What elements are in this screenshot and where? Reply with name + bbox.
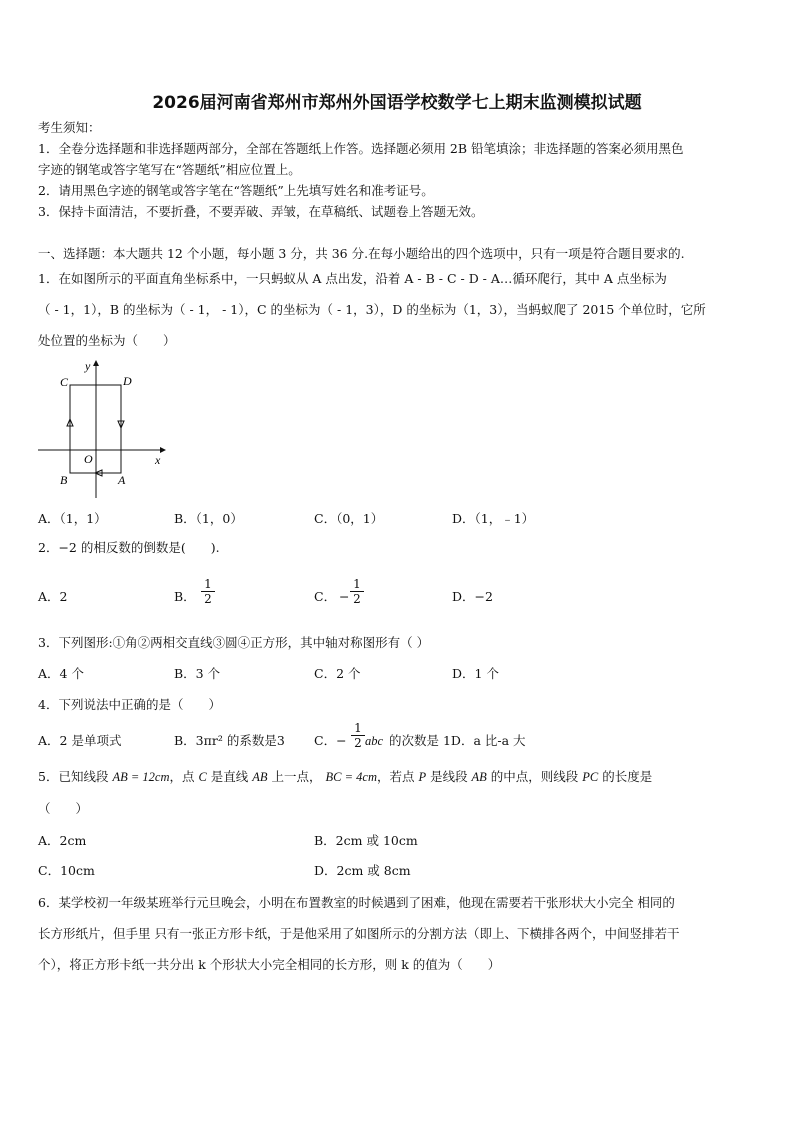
- notice-item-2: 2．请用黑色字迹的钢笔或答字笔在“答题纸”上先填写姓名和准考证号。: [38, 183, 434, 198]
- q5-text: 的长度是: [598, 769, 653, 784]
- fraction-denominator: 2: [353, 592, 361, 606]
- q2-option-d[interactable]: D．−2: [452, 589, 493, 604]
- q5-math: AB = 12cm: [112, 770, 170, 784]
- q2-option-a[interactable]: A．2: [38, 589, 68, 604]
- label-x: x: [155, 453, 161, 467]
- q2-option-b-fraction: [201, 577, 215, 606]
- q5-text: ，若点: [376, 769, 419, 784]
- fraction-numerator: 1: [350, 577, 364, 592]
- notice-item-1-cont: 字迹的钢笔或答字笔写在“答题纸”相应位置上。: [38, 162, 301, 177]
- q2-option-c-fraction: [350, 577, 364, 606]
- q4-option-c-fraction: [351, 721, 365, 750]
- q3-option-b[interactable]: B．3 个: [174, 666, 221, 681]
- q3-option-a[interactable]: A．4 个: [38, 666, 84, 681]
- q5-math: P: [418, 770, 427, 784]
- q5-text: 5．已知线段: [38, 769, 113, 784]
- q4-option-a[interactable]: A．2 是单项式: [38, 733, 122, 748]
- q2-option-b[interactable]: B．: [174, 589, 196, 604]
- q1-line-2: （ - 1，1），B 的坐标为（ - 1， - 1），C 的坐标为（ - 1，3），D 的坐标为（1，3），当蚂蚁爬了 2015 个单位时，它所: [38, 302, 706, 317]
- q5-text: 是直线: [206, 769, 253, 784]
- q1-line-1: 1．在如图所示的平面直角坐标系中，一只蚂蚁从 A 点出发，沿着 A - B - C - D - A…循环爬行，其中 A 点坐标为: [38, 271, 667, 286]
- q5-text: ，点: [169, 769, 199, 784]
- notice-item-1: 1．全卷分选择题和非选择题两部分，全部在答题纸上作答。选择题必须用 2B 铅笔填涂；非选择题的答案必须用黑色: [38, 141, 684, 156]
- q1-coordinate-figure: [36, 358, 168, 500]
- q2-text: 2．−2 的相反数的倒数是( ).: [38, 540, 220, 555]
- q3-text: 3．下列图形:①角②两相交直线③圆④正方形，其中轴对称图形有（ ）: [38, 635, 430, 650]
- q2-option-c-sign: −: [339, 589, 350, 604]
- notice-item-3: 3．保持卡面清洁，不要折叠，不要弄破、弄皱，在草稿纸、试题卷上答题无效。: [38, 204, 484, 219]
- fraction-denominator: 2: [204, 592, 212, 606]
- q5-text: 上一点，: [267, 769, 326, 784]
- q5-option-c[interactable]: C．10cm: [38, 863, 95, 878]
- q4-text: 4．下列说法中正确的是（ ）: [38, 697, 221, 712]
- q6-line-2: 长方形纸片，但手里 只有一张正方形卡纸，于是他采用了如图所示的分割方法（即上、下横排各两个，中间竖排若干: [38, 926, 680, 941]
- q5-line-1: [38, 769, 652, 785]
- q5-math: BC = 4cm: [325, 770, 377, 784]
- label-y: y: [85, 359, 91, 373]
- q2-option-c[interactable]: C．: [314, 589, 337, 604]
- q5-text: 的中点，则线段: [486, 769, 583, 784]
- q6-line-1: 6．某学校初一年级某班举行元旦晚会，小明在布置教室的时候遇到了困难，他现在需要若干张形状大小完全 相同的: [38, 895, 675, 910]
- label-d: D: [123, 374, 132, 388]
- q1-option-c[interactable]: C．（0，1）: [314, 511, 384, 526]
- q5-text: 是线段: [426, 769, 472, 784]
- fraction-denominator: 2: [354, 736, 362, 750]
- section-heading: 一、选择题：本大题共 12 个小题，每小题 3 分，共 36 分.在每小题给出的四个选项中，只有一项是符合题目要求的.: [38, 246, 685, 261]
- q5-option-b[interactable]: B．2cm 或 10cm: [314, 833, 418, 848]
- label-c: C: [60, 375, 69, 389]
- label-b: B: [60, 473, 68, 487]
- q6-line-3: 个），将正方形卡纸一共分出 k 个形状大小完全相同的长方形，则 k 的值为（ ）: [38, 957, 501, 972]
- q3-option-d[interactable]: D．1 个: [452, 666, 499, 681]
- q4-option-c-prefix[interactable]: C．−: [314, 733, 347, 748]
- fraction-numerator: 1: [201, 577, 215, 592]
- q5-line-2: （ ）: [38, 801, 89, 816]
- fraction-numerator: 1: [351, 721, 365, 736]
- q5-math: AB: [252, 770, 268, 784]
- q3-option-c[interactable]: C．2 个: [314, 666, 361, 681]
- label-a: A: [118, 473, 126, 487]
- notice-heading: 考生须知：: [38, 120, 101, 135]
- q5-option-a[interactable]: A．2cm: [38, 833, 87, 848]
- q1-option-d[interactable]: D．（1，﹣1）: [452, 511, 535, 526]
- q1-option-b[interactable]: B．（1，0）: [174, 511, 243, 526]
- label-origin: O: [84, 452, 93, 466]
- q5-math: PC: [582, 770, 599, 784]
- page-title: 2026届河南省郑州市郑州外国语学校数学七上期末监测模拟试题: [152, 93, 642, 113]
- q1-option-a[interactable]: A．（1，1）: [38, 511, 107, 526]
- q5-option-d[interactable]: D．2cm 或 8cm: [314, 863, 411, 878]
- q4-option-c-variable: abc: [365, 734, 384, 748]
- q5-math: C: [198, 770, 207, 784]
- q1-line-3: 处位置的坐标为（ ）: [38, 333, 176, 348]
- q5-math: AB: [471, 770, 487, 784]
- q4-option-b[interactable]: B．3πr² 的系数是3: [174, 733, 285, 748]
- q4-option-c-suffix[interactable]: 的次数是 1D．a 比-a 大: [389, 733, 526, 748]
